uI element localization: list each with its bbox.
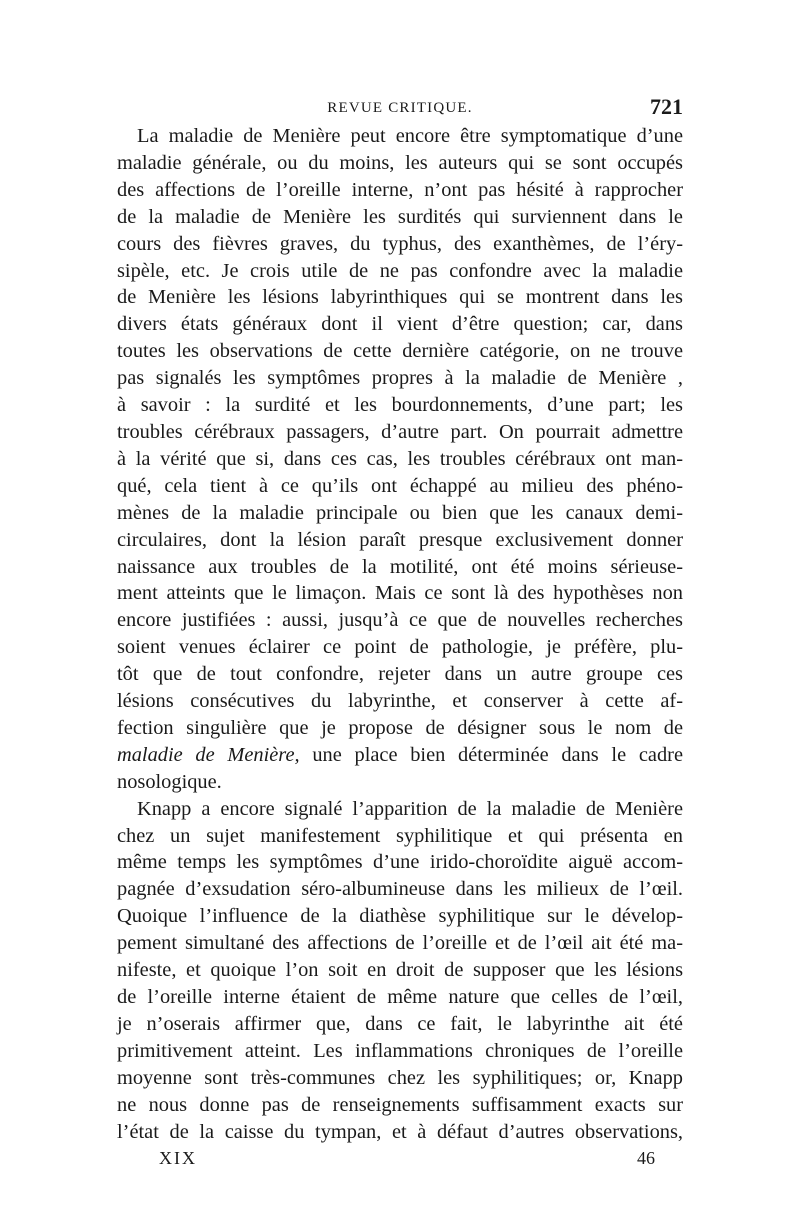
running-title: REVUE CRITIQUE. (327, 100, 473, 116)
text-line: La maladie de Menière peut encore être symptomatique d’une (137, 125, 683, 147)
text-line: naissance aux troubles de la motilité, ont été moins sérieuse- (117, 555, 683, 578)
text-line: de l’oreille interne étaient de même nature que celles de l’œil, (117, 986, 683, 1008)
text-line: l’état de la caisse du tympan, et à défaut d’autres observations, (117, 1120, 683, 1143)
text-line: troubles cérébraux passagers, d’autre part. On pourrait admettre (117, 420, 683, 443)
text-line: pagnée d’exsudation séro-albumineuse dans les milieux de l’œil. (117, 878, 683, 901)
text-line: je n’oserais affirmer que, dans ce fait, le labyrinthe ait été (117, 1012, 683, 1035)
text-line: de la maladie de Menière les surdités qui surviennent dans le (117, 205, 683, 228)
text-line: qué, cela tient à ce qu’ils ont échappé au milieu des phéno- (117, 474, 683, 497)
text-line: Knapp a encore signalé l’apparition de la maladie de Menière (137, 797, 683, 820)
text-line: moyenne sont très-communes chez les syphilitiques; or, Knapp (117, 1066, 683, 1089)
text-line: mènes de la maladie principale ou bien que les canaux demi- (117, 501, 683, 524)
signature-mark: XIX (159, 1148, 197, 1168)
text-line: nosologique. (117, 770, 222, 793)
sheet-number: 46 (637, 1148, 655, 1168)
text-line: lésions consécutives du labyrinthe, et conserver à cette af- (117, 690, 683, 713)
text-line: des affections de l’oreille interne, n’ont pas hésité à rapprocher (117, 178, 683, 201)
paragraph-2 (117, 796, 683, 1146)
text-line: nifeste, et quoique l’on soit en droit de supposer que les lésions (117, 959, 683, 982)
text-line: encore justifiées : aussi, jusqu’à ce que de nouvelles recherches (117, 609, 683, 632)
text-line: primitivement atteint. Les inflammations chroniques de l’oreille (117, 1039, 683, 1062)
text-line: cours des fièvres graves, du typhus, des exanthèmes, de l’éry- (117, 232, 683, 255)
line-rest: une place bien déterminée dans le cadre (299, 743, 683, 766)
emphasized-term: maladie de Menière, (117, 743, 300, 766)
text-line: ment atteints que le limaçon. Mais ce sont là des hypothèses non (117, 582, 683, 605)
text-line: de Menière les lésions labyrinthiques qui se montrent dans les (117, 286, 683, 309)
text-line: pas signalés les symptômes propres à la maladie de Menière , (117, 367, 683, 390)
text-line: à la vérité que si, dans ces cas, les troubles cérébraux ont man- (117, 447, 683, 470)
text-line: circulaires, dont la lésion paraît presque exclusivement donner (117, 528, 683, 551)
text-line: divers états généraux dont il vient d’être question; car, dans (117, 313, 683, 336)
page-header (117, 94, 683, 124)
text-line: soient venues éclairer ce point de pathologie, je préfère, plu- (117, 636, 683, 659)
page-number: 721 (650, 94, 683, 119)
text-line: Quoique l’influence de la diathèse syphilitique sur le dévelop- (117, 905, 683, 928)
text-line: fection singulière que je propose de désigner sous le nom de (117, 716, 683, 739)
paragraph-1 (117, 123, 683, 796)
text-line (117, 742, 683, 769)
text-line: même temps les symptômes d’une irido-choroïdite aiguë accom- (117, 851, 683, 874)
text-line: tôt que de tout confondre, rejeter dans un autre groupe ces (117, 663, 683, 686)
text-line: sipèle, etc. Je crois utile de ne pas confondre avec la maladie (117, 259, 683, 282)
text-line: chez un sujet manifestement syphilitique et qui présenta en (117, 824, 683, 847)
text-line: toutes les observations de cette dernière catégorie, on ne trouve (117, 340, 683, 363)
text-line: pement simultané des affections de l’oreille et de l’œil ait été ma- (117, 932, 683, 955)
text-line: maladie générale, ou du moins, les auteurs qui se sont occupés (117, 151, 683, 174)
body-text (117, 123, 683, 1145)
page-footer (117, 1148, 683, 1172)
text-line: ne nous donne pas de renseignements suffisamment exacts sur (117, 1093, 683, 1116)
text-line: à savoir : la surdité et les bourdonnements, d’une part; les (117, 394, 683, 417)
